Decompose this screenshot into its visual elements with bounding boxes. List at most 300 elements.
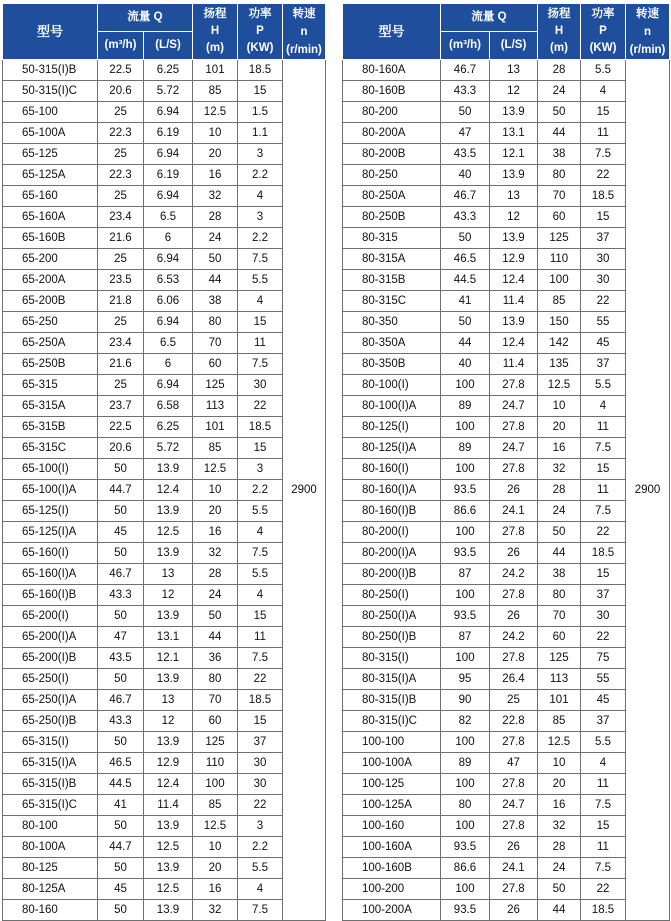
cell-model: 80-125(I)A <box>343 438 441 459</box>
cell-flow-m3h: 47 <box>98 627 144 648</box>
cell-head: 135 <box>538 354 581 375</box>
cell-head: 28 <box>538 480 581 501</box>
cell-power: 37 <box>581 228 626 249</box>
cell-power: 22 <box>238 396 283 417</box>
cell-flow-m3h: 100 <box>441 375 490 396</box>
cell-model: 80-250B <box>343 207 441 228</box>
table-row <box>3 711 326 732</box>
table-row <box>343 123 670 144</box>
cell-head: 85 <box>193 795 238 816</box>
cell-head: 85 <box>538 711 581 732</box>
cell-head: 44 <box>538 123 581 144</box>
cell-head: 28 <box>193 564 238 585</box>
cell-model: 80-315C <box>343 291 441 312</box>
header-power-label: 功率 <box>248 8 272 20</box>
cell-head: 32 <box>193 543 238 564</box>
header-power <box>581 4 626 60</box>
cell-flow-m3h: 50 <box>98 459 144 480</box>
cell-model: 80-350 <box>343 312 441 333</box>
cell-power: 2.2 <box>238 228 283 249</box>
cell-flow-m3h: 50 <box>98 732 144 753</box>
header-head-unit: (m) <box>206 42 224 54</box>
cell-flow-ls: 6.5 <box>144 333 193 354</box>
cell-model: 100-160B <box>343 858 441 879</box>
cell-head: 44 <box>193 270 238 291</box>
table-row <box>343 81 670 102</box>
cell-power: 22 <box>581 627 626 648</box>
cell-head: 38 <box>538 144 581 165</box>
header-head-label: 扬程 <box>547 8 571 20</box>
cell-head: 110 <box>538 249 581 270</box>
cell-head: 50 <box>538 879 581 900</box>
header-speed-label: 转速 <box>292 7 316 20</box>
cell-flow-ls: 11.4 <box>144 795 193 816</box>
cell-flow-m3h: 41 <box>98 795 144 816</box>
table-row <box>3 354 326 375</box>
cell-flow-ls: 22.8 <box>490 711 538 732</box>
table-row <box>343 354 670 375</box>
cell-flow-m3h: 20.6 <box>98 81 144 102</box>
cell-flow-m3h: 100 <box>441 774 490 795</box>
cell-flow-ls: 27.8 <box>490 522 538 543</box>
cell-power: 18.5 <box>238 417 283 438</box>
cell-head: 60 <box>193 354 238 375</box>
table-row <box>3 858 326 879</box>
cell-flow-m3h: 23.4 <box>98 207 144 228</box>
cell-power: 30 <box>238 375 283 396</box>
header-speed-label: 转速 <box>636 7 659 20</box>
cell-head: 80 <box>538 165 581 186</box>
table-row <box>3 291 326 312</box>
header-power-unit: (KW) <box>589 42 617 54</box>
cell-power: 22 <box>581 165 626 186</box>
cell-head: 24 <box>538 858 581 879</box>
cell-flow-ls: 13.9 <box>144 816 193 837</box>
cell-model: 80-350B <box>343 354 441 375</box>
cell-power: 5.5 <box>238 270 283 291</box>
cell-flow-m3h: 23.4 <box>98 333 144 354</box>
cell-flow-ls: 13.1 <box>144 627 193 648</box>
table-row <box>343 522 670 543</box>
cell-model: 65-200 <box>3 249 98 270</box>
cell-model: 80-125 <box>3 858 98 879</box>
cell-flow-ls: 12.5 <box>144 879 193 900</box>
table-row <box>3 522 326 543</box>
cell-model: 65-315(I)B <box>3 774 98 795</box>
cell-flow-ls: 47 <box>490 753 538 774</box>
table-row <box>343 480 670 501</box>
cell-power: 11 <box>581 123 626 144</box>
cell-power: 15 <box>238 606 283 627</box>
cell-flow-m3h: 41 <box>441 291 490 312</box>
cell-power: 11 <box>581 480 626 501</box>
cell-flow-ls: 13 <box>490 186 538 207</box>
cell-power: 1.5 <box>238 102 283 123</box>
cell-power: 5.5 <box>238 564 283 585</box>
cell-model: 65-125 <box>3 144 98 165</box>
cell-flow-ls: 13.9 <box>490 228 538 249</box>
cell-flow-m3h: 25 <box>98 144 144 165</box>
cell-head: 38 <box>193 291 238 312</box>
header-head <box>538 4 581 60</box>
cell-flow-ls: 24.1 <box>490 501 538 522</box>
cell-flow-ls: 12 <box>144 711 193 732</box>
cell-model: 80-160 <box>3 900 98 921</box>
cell-flow-m3h: 21.6 <box>98 228 144 249</box>
cell-flow-ls: 27.8 <box>490 648 538 669</box>
cell-model: 100-160 <box>343 816 441 837</box>
cell-flow-ls: 27.8 <box>490 375 538 396</box>
cell-model: 65-200(I) <box>3 606 98 627</box>
cell-head: 150 <box>538 312 581 333</box>
table-row <box>3 60 326 81</box>
cell-flow-ls: 24.7 <box>490 396 538 417</box>
cell-model: 100-125A <box>343 795 441 816</box>
table-row <box>3 900 326 921</box>
cell-flow-ls: 13.9 <box>144 732 193 753</box>
cell-flow-ls: 13.9 <box>490 102 538 123</box>
table-row <box>3 837 326 858</box>
cell-flow-m3h: 89 <box>441 396 490 417</box>
cell-model: 65-250(I)B <box>3 711 98 732</box>
header-flow: 流量 Q <box>98 4 193 32</box>
cell-head: 24 <box>193 228 238 249</box>
table-row <box>343 417 670 438</box>
cell-power: 7.5 <box>238 249 283 270</box>
cell-model: 80-315B <box>343 270 441 291</box>
cell-power: 3 <box>238 144 283 165</box>
cell-head: 16 <box>193 879 238 900</box>
cell-flow-m3h: 40 <box>441 354 490 375</box>
cell-flow-ls: 6.58 <box>144 396 193 417</box>
header-head <box>193 4 238 60</box>
cell-flow-m3h: 22.5 <box>98 60 144 81</box>
cell-power: 5.5 <box>238 501 283 522</box>
cell-power: 37 <box>581 711 626 732</box>
table-row <box>343 837 670 858</box>
cell-flow-m3h: 43.5 <box>441 144 490 165</box>
cell-power: 18.5 <box>581 543 626 564</box>
cell-flow-m3h: 22.3 <box>98 165 144 186</box>
cell-model: 65-200A <box>3 270 98 291</box>
cell-flow-m3h: 90 <box>441 690 490 711</box>
cell-head: 70 <box>193 333 238 354</box>
cell-head: 44 <box>538 900 581 921</box>
cell-power: 55 <box>581 312 626 333</box>
cell-model: 65-315(I)A <box>3 753 98 774</box>
cell-head: 70 <box>193 690 238 711</box>
cell-head: 16 <box>193 165 238 186</box>
cell-power: 18.5 <box>581 186 626 207</box>
header-head-label: 扬程 <box>203 8 227 20</box>
cell-flow-ls: 12.4 <box>490 333 538 354</box>
cell-model: 65-100 <box>3 102 98 123</box>
cell-flow-ls: 6.94 <box>144 186 193 207</box>
cell-power: 3 <box>238 816 283 837</box>
cell-flow-ls: 24.7 <box>490 438 538 459</box>
cell-model: 65-250B <box>3 354 98 375</box>
cell-head: 24 <box>193 585 238 606</box>
cell-flow-ls: 5.72 <box>144 81 193 102</box>
cell-flow-m3h: 46.7 <box>441 60 490 81</box>
cell-model: 65-250 <box>3 312 98 333</box>
cell-flow-m3h: 86.6 <box>441 501 490 522</box>
table-row <box>3 480 326 501</box>
cell-model: 65-125(I)A <box>3 522 98 543</box>
table-row <box>3 375 326 396</box>
cell-power: 5.5 <box>581 375 626 396</box>
header-speed <box>283 4 326 60</box>
cell-flow-ls: 27.8 <box>490 816 538 837</box>
cell-flow-ls: 6.94 <box>144 249 193 270</box>
cell-power: 5.5 <box>581 60 626 81</box>
cell-model: 80-200(I)A <box>343 543 441 564</box>
cell-flow-m3h: 100 <box>441 417 490 438</box>
table-row <box>3 102 326 123</box>
table-row <box>343 501 670 522</box>
cell-flow-m3h: 25 <box>98 312 144 333</box>
cell-head: 32 <box>193 900 238 921</box>
cell-flow-ls: 6.25 <box>144 417 193 438</box>
cell-head: 10 <box>193 480 238 501</box>
cell-flow-m3h: 44 <box>441 333 490 354</box>
cell-power: 4 <box>581 81 626 102</box>
cell-power: 2.2 <box>238 480 283 501</box>
cell-flow-m3h: 44.5 <box>98 774 144 795</box>
cell-model: 80-100 <box>3 816 98 837</box>
cell-flow-ls: 26 <box>490 606 538 627</box>
header-speed-unit: (r/min) <box>286 43 322 56</box>
cell-flow-ls: 13 <box>144 690 193 711</box>
table-row <box>343 564 670 585</box>
cell-flow-m3h: 86.6 <box>441 858 490 879</box>
header-speed-symbol: n <box>643 25 652 38</box>
cell-model: 100-125 <box>343 774 441 795</box>
cell-head: 32 <box>538 816 581 837</box>
header-power-unit: (KW) <box>246 42 274 54</box>
cell-head: 50 <box>538 102 581 123</box>
spec-table-right <box>342 3 670 921</box>
cell-flow-ls: 6.53 <box>144 270 193 291</box>
cell-power: 18.5 <box>581 900 626 921</box>
cell-head: 100 <box>538 270 581 291</box>
table-row <box>3 186 326 207</box>
cell-flow-m3h: 22.5 <box>98 417 144 438</box>
cell-head: 70 <box>538 186 581 207</box>
cell-flow-m3h: 43.3 <box>441 207 490 228</box>
cell-power: 15 <box>581 102 626 123</box>
cell-head: 101 <box>538 690 581 711</box>
table-row <box>343 900 670 921</box>
table-row <box>343 585 670 606</box>
cell-power: 11 <box>581 774 626 795</box>
cell-power: 2.2 <box>238 165 283 186</box>
header-power <box>238 4 283 60</box>
cell-power: 4 <box>581 753 626 774</box>
cell-flow-ls: 13.9 <box>490 165 538 186</box>
cell-head: 100 <box>193 774 238 795</box>
cell-power: 5.5 <box>238 858 283 879</box>
table-row <box>343 333 670 354</box>
cell-flow-ls: 26 <box>490 837 538 858</box>
cell-flow-ls: 25 <box>490 690 538 711</box>
cell-model: 80-200(I) <box>343 522 441 543</box>
cell-model: 65-160A <box>3 207 98 228</box>
cell-head: 85 <box>193 438 238 459</box>
cell-head: 142 <box>538 333 581 354</box>
cell-head: 80 <box>193 312 238 333</box>
cell-flow-ls: 12 <box>490 81 538 102</box>
cell-power: 15 <box>581 459 626 480</box>
cell-power: 4 <box>238 522 283 543</box>
table-row <box>343 543 670 564</box>
cell-head: 10 <box>193 837 238 858</box>
cell-model: 65-125(I) <box>3 501 98 522</box>
cell-model: 65-250(I)A <box>3 690 98 711</box>
table-row <box>343 459 670 480</box>
cell-model: 80-315(I)C <box>343 711 441 732</box>
cell-model: 80-160(I)A <box>343 480 441 501</box>
table-row <box>3 249 326 270</box>
cell-head: 20 <box>193 858 238 879</box>
cell-power: 22 <box>581 522 626 543</box>
cell-flow-m3h: 40 <box>441 165 490 186</box>
cell-model: 65-125A <box>3 165 98 186</box>
cell-head: 85 <box>538 291 581 312</box>
cell-flow-m3h: 50 <box>441 228 490 249</box>
cell-power: 4 <box>238 879 283 900</box>
cell-flow-m3h: 80 <box>441 795 490 816</box>
cell-head: 28 <box>538 60 581 81</box>
cell-flow-ls: 13.9 <box>144 858 193 879</box>
cell-model: 65-315B <box>3 417 98 438</box>
cell-flow-m3h: 25 <box>98 375 144 396</box>
cell-model: 65-315(I)C <box>3 795 98 816</box>
header-head-symbol: H <box>210 25 220 37</box>
cell-flow-m3h: 95 <box>441 669 490 690</box>
table-row <box>3 81 326 102</box>
header-speed <box>626 4 670 60</box>
table-row <box>3 795 326 816</box>
cell-power: 11 <box>238 627 283 648</box>
table-row <box>3 270 326 291</box>
cell-model: 65-200(I)A <box>3 627 98 648</box>
cell-flow-m3h: 100 <box>441 648 490 669</box>
cell-model: 80-315(I)A <box>343 669 441 690</box>
table-row <box>343 207 670 228</box>
cell-head: 12.5 <box>538 375 581 396</box>
cell-flow-ls: 11.4 <box>490 291 538 312</box>
cell-model: 80-315(I)B <box>343 690 441 711</box>
cell-head: 101 <box>193 60 238 81</box>
cell-head: 125 <box>193 375 238 396</box>
table-row <box>3 732 326 753</box>
table-row <box>343 795 670 816</box>
table-row <box>3 228 326 249</box>
cell-head: 16 <box>538 795 581 816</box>
cell-model: 80-160(I) <box>343 459 441 480</box>
cell-power: 22 <box>238 795 283 816</box>
table-row <box>343 858 670 879</box>
cell-power: 30 <box>581 606 626 627</box>
cell-flow-m3h: 50 <box>98 606 144 627</box>
cell-flow-m3h: 46.5 <box>441 249 490 270</box>
cell-model: 80-160(I)B <box>343 501 441 522</box>
cell-flow-m3h: 50 <box>441 312 490 333</box>
cell-power: 55 <box>581 669 626 690</box>
table-row <box>343 774 670 795</box>
cell-model: 65-160 <box>3 186 98 207</box>
cell-power: 30 <box>238 753 283 774</box>
cell-head: 28 <box>538 837 581 858</box>
cell-flow-m3h: 82 <box>441 711 490 732</box>
cell-flow-ls: 6.94 <box>144 375 193 396</box>
cell-power: 4 <box>238 585 283 606</box>
cell-power: 4 <box>581 396 626 417</box>
cell-head: 44 <box>193 627 238 648</box>
cell-flow-m3h: 46.7 <box>98 690 144 711</box>
cell-power: 5.5 <box>581 732 626 753</box>
table-row <box>343 228 670 249</box>
cell-flow-ls: 12 <box>490 207 538 228</box>
cell-head: 16 <box>193 522 238 543</box>
table-row <box>3 585 326 606</box>
header-head-unit: (m) <box>550 42 568 54</box>
cell-flow-ls: 6.19 <box>144 165 193 186</box>
cell-flow-ls: 26 <box>490 480 538 501</box>
cell-flow-m3h: 100 <box>441 816 490 837</box>
cell-model: 65-315C <box>3 438 98 459</box>
cell-flow-ls: 12.9 <box>490 249 538 270</box>
cell-model: 100-200A <box>343 900 441 921</box>
table-row <box>3 690 326 711</box>
cell-flow-ls: 26 <box>490 900 538 921</box>
cell-flow-ls: 5.72 <box>144 438 193 459</box>
cell-power: 37 <box>581 354 626 375</box>
cell-model: 65-160(I)A <box>3 564 98 585</box>
cell-head: 113 <box>193 396 238 417</box>
cell-power: 7.5 <box>581 795 626 816</box>
table-row <box>343 186 670 207</box>
cell-flow-ls: 12.4 <box>144 774 193 795</box>
cell-power: 11 <box>581 837 626 858</box>
cell-model: 100-100A <box>343 753 441 774</box>
cell-head: 32 <box>193 186 238 207</box>
cell-model: 80-250 <box>343 165 441 186</box>
cell-flow-m3h: 44.7 <box>98 837 144 858</box>
cell-flow-m3h: 43.3 <box>98 711 144 732</box>
cell-head: 12.5 <box>193 459 238 480</box>
cell-flow-ls: 12.5 <box>144 522 193 543</box>
table-row <box>3 333 326 354</box>
cell-model: 65-160B <box>3 228 98 249</box>
cell-flow-m3h: 44.7 <box>98 480 144 501</box>
cell-power: 3 <box>238 459 283 480</box>
cell-flow-ls: 13.9 <box>144 459 193 480</box>
table-row <box>3 144 326 165</box>
cell-flow-ls: 26.4 <box>490 669 538 690</box>
cell-model: 80-200A <box>343 123 441 144</box>
cell-flow-ls: 12.4 <box>144 480 193 501</box>
cell-flow-m3h: 87 <box>441 627 490 648</box>
cell-head: 50 <box>193 606 238 627</box>
table-row <box>3 123 326 144</box>
table-row <box>3 438 326 459</box>
cell-model: 80-125A <box>3 879 98 900</box>
cell-head: 50 <box>193 249 238 270</box>
table-row <box>3 648 326 669</box>
cell-flow-m3h: 50 <box>98 858 144 879</box>
